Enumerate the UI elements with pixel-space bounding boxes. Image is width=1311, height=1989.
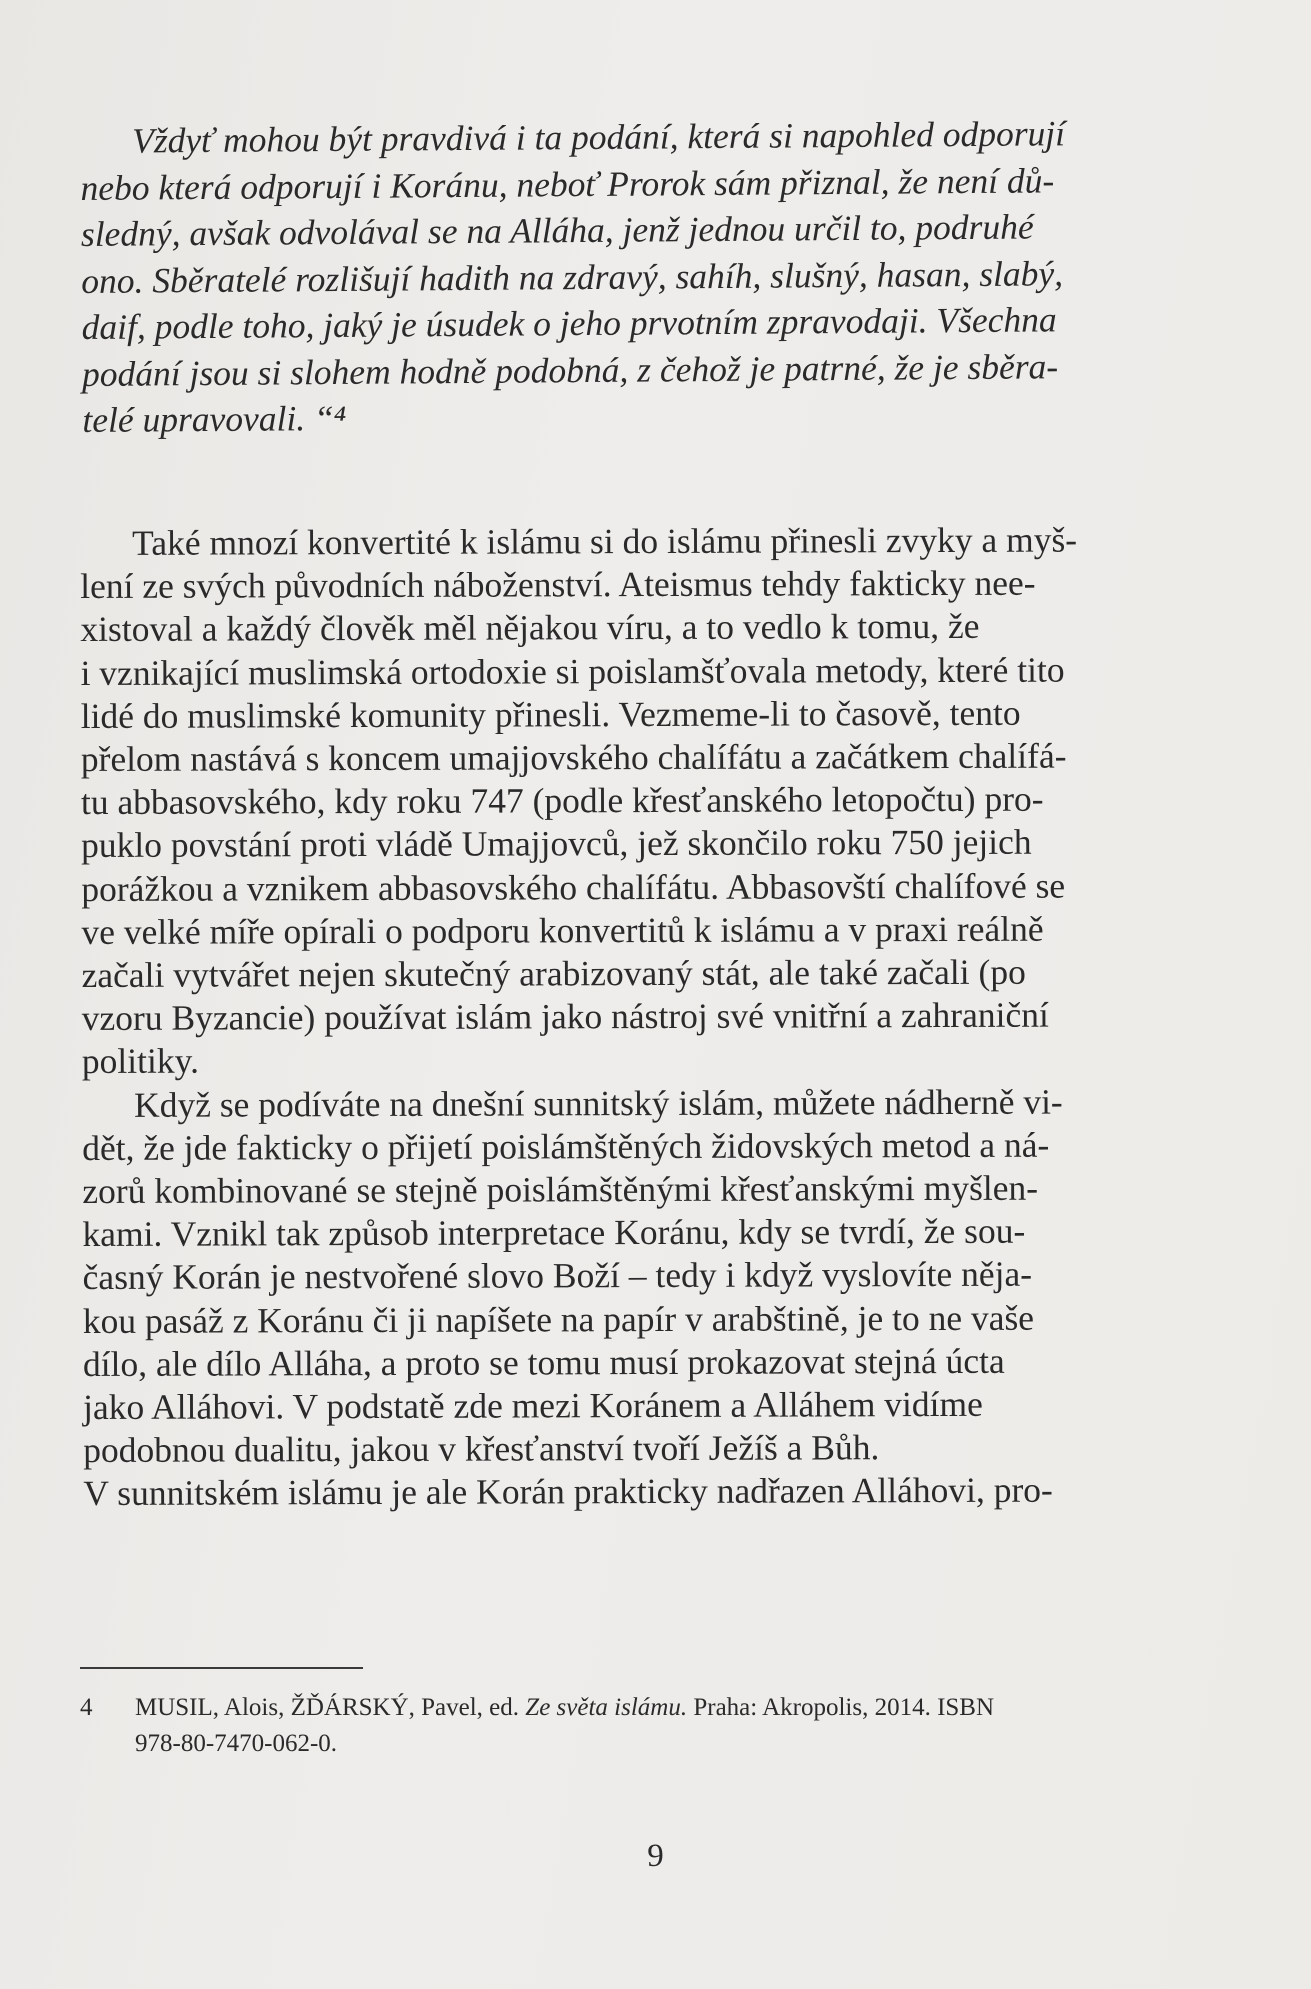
quote-line: nebo která odporují i Koránu, neboť Prorok sám přiznal, že není dů- xyxy=(80,159,1055,208)
paragraph-line: xistoval a každý člověk měl nějakou víru, a to vedlo k tomu, že xyxy=(80,606,980,650)
paragraph-line: jako Alláhovi. V podstatě zde mezi Koránem a Alláhem vidíme xyxy=(83,1383,983,1428)
paragraph-line: kou pasáž z Koránu či ji napíšete na papír v arabštině, je to ne vaše xyxy=(82,1297,1035,1341)
quote-line: sledný, avšak odvolával se na Alláha, jenž jednou určil to, podruhé xyxy=(80,206,1034,254)
footnote-line-1 xyxy=(80,1690,1210,1726)
footnote-title: Ze světa islámu. xyxy=(525,1694,688,1721)
paragraph-2 xyxy=(82,1080,1214,1516)
paragraph-line: puklo povstání proti vládě Umajjovců, jež skončilo roku 750 jejich xyxy=(81,822,1032,866)
paragraph-line: i vznikající muslimská ortodoxie si poislamšťovala metody, které tito xyxy=(80,649,1065,693)
paragraph-line: porážkou a vznikem abbasovského chalífátu. Abbasovští chalífové se xyxy=(81,865,1066,909)
footnote-isbn: 978-80-7470-062-0. xyxy=(135,1730,338,1757)
paragraph-line: dět, že jde fakticky o přijetí poislámštěných židovských metod a ná- xyxy=(82,1124,1050,1168)
quote-line: ono. Sběratelé rozlišují hadith na zdravý, sahíh, slušný, hasan, slabý, xyxy=(81,252,1064,301)
paragraph-line: přelom nastává s koncem umajjovského chalífátu a začátkem chalífá- xyxy=(80,735,1067,780)
paragraph-1 xyxy=(80,518,1212,1084)
quote-line: daif, podle toho, jaký je úsudek o jeho prvotním zpravodaji. Všechna xyxy=(81,299,1057,347)
paragraph-line: ve velké míře opírali o podporu konvertitů k islámu a v praxi reálně xyxy=(81,908,1044,952)
paragraph-line: časný Korán je nestvořené slovo Boží – tedy i když vyslovíte něja- xyxy=(82,1254,1033,1298)
paragraph-line: V sunnitském islámu je ale Korán prakticky nadřazen Alláhovi, pro- xyxy=(83,1470,1053,1514)
paragraph-line: Když se podíváte na dnešní sunnitský islám, můžete nádherně vi- xyxy=(133,1081,1063,1125)
footnote-number: 4 xyxy=(80,1694,93,1721)
footnote-rule xyxy=(80,1667,363,1669)
paragraph-line: lidé do muslimské komunity přinesli. Vezmeme-li to časově, tento xyxy=(80,692,1021,736)
paragraph-line: podobnou dualitu, jakou v křesťanství tvoří Ježíš a Bůh. xyxy=(83,1427,880,1471)
paragraph-line: dílo, ale dílo Alláha, a proto se tomu musí prokazovat stejná úcta xyxy=(82,1340,1005,1384)
paragraph-line: začali vytvářet nejen skutečný arabizovaný stát, ale také začali (po xyxy=(81,951,1026,996)
quote-line: Vždyť mohou být pravdivá i ta podání, která si napohled odporují xyxy=(132,113,1066,161)
paragraph-line: zorů kombinované se stejně poislámštěnými křesťanskými myšlen- xyxy=(82,1167,1039,1212)
page-number: 9 xyxy=(647,1838,664,1874)
quote-line: podání jsou si slohem hodně podobná, z čehož je patrné, že je sběra- xyxy=(81,345,1059,394)
paragraph-line: politiky. xyxy=(81,1041,199,1082)
footnote-publication: Praha: Akropolis, 2014. ISBN xyxy=(693,1694,995,1721)
paragraph-line: vzoru Byzancie) používat islám jako nástroj své vnitřní a zahraniční xyxy=(81,994,1049,1039)
paragraph-line: lení ze svých původních náboženství. Ateismus tehdy fakticky nee- xyxy=(80,562,1036,607)
block-quote xyxy=(80,109,1213,443)
body-text xyxy=(80,518,1213,1516)
paragraph-line: kami. Vznikl tak způsob interpretace Koránu, kdy se tvrdí, že sou- xyxy=(82,1210,1026,1255)
footnote-authors: MUSIL, Alois, ŽĎÁRSKÝ, Pavel, ed. xyxy=(135,1694,520,1721)
quote-line: telé upravovali. “⁴ xyxy=(82,397,347,440)
footnote-line-2 xyxy=(80,1726,1210,1762)
paragraph-line: tu abbasovského, kdy roku 747 (podle křesťanského letopočtu) pro- xyxy=(80,778,1044,823)
paragraph-line: Také mnozí konvertité k islámu si do islámu přinesli zvyky a myš- xyxy=(132,519,1078,563)
footnote xyxy=(80,1690,1210,1762)
